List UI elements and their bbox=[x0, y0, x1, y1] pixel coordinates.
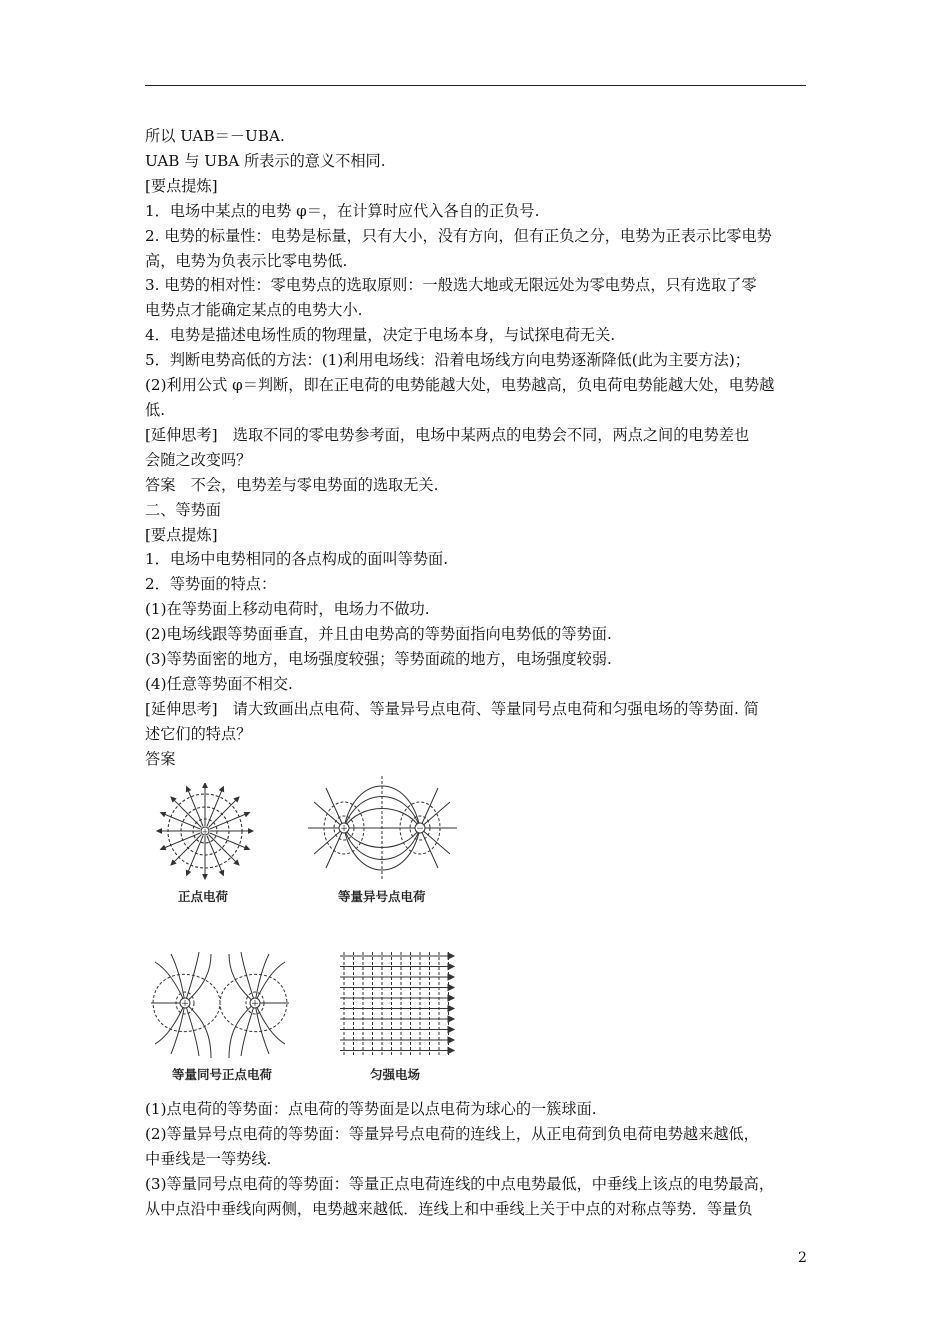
text-line: [延伸思考] 选取不同的零电势参考面，电场中某两点的电势会不同，两点之间的电势差也 bbox=[145, 425, 750, 444]
like-positive-charges-diagram bbox=[145, 950, 295, 1062]
svg-text:+: + bbox=[181, 999, 189, 1009]
text-line: 3. 电势的相对性：零电势点的选取原则：一般选大地或无限远处为零电势点，只有选取了零 bbox=[145, 276, 757, 295]
arrowhead bbox=[203, 783, 207, 788]
arrowhead bbox=[186, 787, 190, 792]
header-rule bbox=[145, 85, 806, 86]
svg-text:+: + bbox=[340, 824, 348, 834]
uniform-field-diagram bbox=[336, 950, 458, 1060]
svg-text:−: − bbox=[416, 824, 424, 834]
arrowhead bbox=[157, 829, 162, 833]
text-line: 1．电场中电势相同的各点构成的面叫等势面. bbox=[145, 550, 449, 569]
text-line: (2)电场线跟等势面垂直，并且由电势高的等势面指向电势低的等势面. bbox=[145, 625, 612, 644]
text-line: 高，电势为负表示比零电势低. bbox=[145, 251, 348, 270]
answer-text bbox=[145, 1097, 810, 1222]
text-line: 二、等势面 bbox=[145, 500, 221, 519]
svg-text:+: + bbox=[202, 828, 208, 836]
text-line: 答案 bbox=[145, 749, 176, 768]
arrowhead bbox=[161, 846, 166, 850]
text-line: (2)等量异号点电荷的等势面：等量异号点电荷的连线上，从正电荷到负电荷电势越来越低， bbox=[145, 1124, 759, 1143]
text-line: (4)任意等势面不相交. bbox=[145, 674, 293, 693]
page-number: 2 bbox=[798, 1250, 807, 1266]
text-line: 2．等势面的特点： bbox=[145, 575, 277, 594]
text-line: 2. 电势的标量性：电势是标量，只有大小，没有方向，但有正负之分，电势为正表示比零电势 bbox=[145, 226, 772, 245]
text-line: 从中点沿中垂线向两侧，电势越来越低．连线上和中垂线上关于中点的对称点等势．等量负 bbox=[145, 1199, 753, 1218]
text-line: 1．电场中某点的电势 φ＝，在计算时应代入各自的正负号. bbox=[145, 201, 540, 220]
text-line: [要点提炼] bbox=[145, 525, 218, 544]
text-line: 4．电势是描述电场性质的物理量，决定于电场本身，与试探电荷无关. bbox=[145, 326, 616, 345]
arrowhead bbox=[220, 870, 224, 875]
text-line: 电势点才能确定某点的电势大小. bbox=[145, 301, 363, 320]
text-line: 5．判断电势高低的方法：(1)利用电场线：沿着电场线方向电势逐渐降低(此为主要方法)； bbox=[145, 351, 750, 370]
text-line: (1)在等势面上移动电荷时，电场力不做功. bbox=[145, 600, 430, 619]
text-line: 低. bbox=[145, 400, 166, 419]
text-line: (3)等量同号点电荷的等势面：等量正点电荷连线的中点电势最低，中垂线上该点的电势最高， bbox=[145, 1174, 775, 1193]
text-line: (3)等势面密的地方，电场强度较强；等势面疏的地方，电场强度较弱. bbox=[145, 650, 612, 669]
svg-text:+: + bbox=[251, 999, 259, 1009]
caption-positive-point-charge: 正点电荷 bbox=[178, 889, 229, 904]
text-line: [延伸思考] 请大致画出点电荷、等量异号点电荷、等量同号点电荷和匀强电场的等势面. 简 bbox=[145, 699, 759, 718]
arrowhead bbox=[186, 870, 190, 875]
arrowhead bbox=[244, 846, 249, 850]
text-line: 述它们的特点？ bbox=[145, 724, 252, 743]
text-line: UAB 与 UBA 所表示的意义不相同. bbox=[145, 151, 386, 170]
caption-like-positive-charges: 等量同号正点电荷 bbox=[172, 1067, 273, 1082]
caption-opposite-charges: 等量异号点电荷 bbox=[338, 889, 426, 904]
text-line: 所以 UAB＝－UBA. bbox=[145, 127, 285, 145]
opposite-charges-diagram bbox=[300, 772, 465, 884]
arrowhead bbox=[203, 874, 207, 879]
arrowhead bbox=[244, 812, 249, 816]
text-line: (2)利用公式 φ＝判断，即在正电荷的电势能越大处，电势越高，负电荷电势能越大处，电势越 bbox=[145, 376, 775, 395]
text-line: [要点提炼] bbox=[145, 176, 218, 195]
text-line: 会随之改变吗？ bbox=[145, 450, 252, 469]
arrowhead bbox=[248, 829, 253, 833]
text-line: 答案 不会，电势差与零电势面的选取无关. bbox=[145, 475, 439, 494]
text-line: 中垂线是一等势线. bbox=[145, 1149, 272, 1168]
positive-point-charge-diagram bbox=[150, 783, 262, 883]
caption-uniform-field: 匀强电场 bbox=[370, 1067, 421, 1082]
text-line: (1)点电荷的等势面：点电荷的等势面是以点电荷为球心的一簇球面. bbox=[145, 1100, 597, 1118]
arrowhead bbox=[161, 812, 166, 816]
arrowhead bbox=[220, 787, 224, 792]
body-text bbox=[145, 124, 810, 772]
